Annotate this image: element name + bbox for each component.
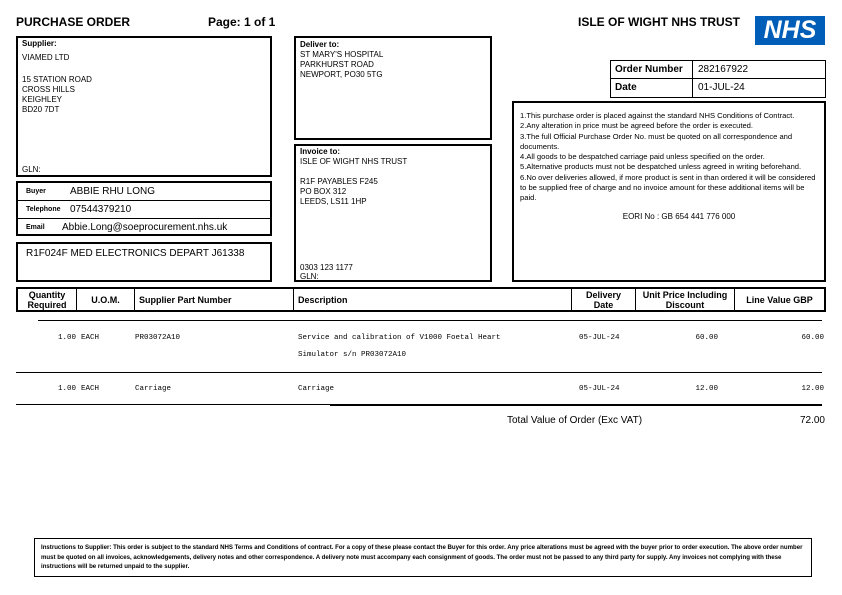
supplier-name: VIAMED LTD bbox=[22, 53, 70, 62]
table-header bbox=[16, 287, 826, 312]
row-part: Carriage bbox=[135, 385, 172, 393]
page-number: Page: 1 of 1 bbox=[208, 15, 276, 29]
supplier-label: Supplier: bbox=[22, 39, 57, 48]
order-info-table bbox=[610, 60, 826, 98]
supplier-box bbox=[16, 36, 272, 177]
col-description: Description bbox=[294, 289, 572, 310]
condition-item: 6.No over deliveries allowed, if more product is sent in than ordered it will be considered to be supplied free of charge and no invoice amount for these additional items will be paid. bbox=[520, 172, 816, 203]
deliver-address bbox=[300, 50, 383, 80]
order-date: 01-JUL-24 bbox=[698, 82, 745, 93]
col-unit-price: Unit Price Including Discount bbox=[636, 289, 735, 310]
row-price: 60.00 bbox=[695, 334, 718, 342]
col-quantity: Quantity Required bbox=[18, 289, 77, 310]
email-value: Abbie.Long@soeprocurement.nhs.uk bbox=[62, 222, 228, 233]
col-uom: U.O.M. bbox=[77, 289, 135, 310]
condition-item: 3.The full Official Purchase Order No. must be quoted on all correspondence and documents. bbox=[520, 131, 793, 151]
invoice-to-box bbox=[294, 144, 492, 282]
row-uom: EACH bbox=[81, 385, 100, 393]
address-line: PO BOX 312 bbox=[300, 187, 347, 196]
total-label: Total Value of Order (Exc VAT) bbox=[507, 415, 643, 426]
address-line: KEIGHLEY bbox=[22, 95, 63, 104]
row-date: 05-JUL-24 bbox=[579, 334, 620, 342]
row-qty: 1.00 bbox=[57, 385, 76, 393]
row-price: 12.00 bbox=[695, 385, 718, 393]
supplier-instructions-box bbox=[34, 538, 812, 577]
row-qty: 1.00 bbox=[57, 334, 76, 342]
row-desc: Carriage bbox=[298, 385, 335, 393]
invoice-phone: 0303 123 1177 bbox=[300, 263, 353, 272]
invoice-label: Invoice to: bbox=[300, 147, 341, 156]
document-title: PURCHASE ORDER bbox=[16, 15, 131, 29]
order-number-label: Order Number bbox=[611, 61, 693, 78]
address-line: NEWPORT, PO30 5TG bbox=[300, 70, 383, 79]
condition-item: 5.Alternative products must not be despatched unless agreed in writing beforehand. bbox=[520, 162, 802, 172]
col-delivery-date: Delivery Date bbox=[572, 289, 636, 310]
address-line: 15 STATION ROAD bbox=[22, 75, 92, 84]
total-value: 72.00 bbox=[799, 415, 825, 426]
row-part: PR03072A10 bbox=[135, 334, 181, 342]
condition-item: 1.This purchase order is placed against the standard NHS Conditions of Contract. bbox=[520, 111, 795, 120]
total-divider bbox=[330, 404, 822, 406]
address-line: LEEDS, LS11 1HP bbox=[300, 197, 367, 206]
row-value: 60.00 bbox=[801, 334, 824, 342]
deliver-to-box bbox=[294, 36, 492, 140]
row-value: 12.00 bbox=[801, 385, 824, 393]
invoice-gln: GLN: bbox=[300, 272, 319, 281]
row-desc: Service and calibration of V1000 Foetal Heart bbox=[298, 334, 501, 342]
condition-item: 2.Any alteration in price must be agreed before the order is executed. bbox=[520, 121, 754, 131]
invoice-address bbox=[300, 177, 378, 207]
condition-item: 4.All goods to be despatched carriage paid unless specified on the order. bbox=[520, 152, 765, 162]
nhs-logo: NHS bbox=[755, 16, 825, 45]
row-desc-cont: Simulator s/n PR03072A10 bbox=[298, 351, 407, 359]
table-row bbox=[0, 385, 842, 397]
address-line: PARKHURST ROAD bbox=[300, 60, 374, 69]
table-row bbox=[0, 334, 842, 364]
eori-number: EORI No : GB 654 441 776 000 bbox=[622, 211, 736, 221]
address-line: ST MARY'S HOSPITAL bbox=[300, 50, 384, 59]
address-line: CROSS HILLS bbox=[22, 85, 75, 94]
trust-name: ISLE OF WIGHT NHS TRUST bbox=[578, 15, 740, 29]
address-line: R1F PAYABLES F245 bbox=[300, 177, 378, 186]
conditions-box bbox=[512, 101, 826, 282]
deliver-label: Deliver to: bbox=[300, 40, 340, 49]
row-date: 05-JUL-24 bbox=[579, 385, 620, 393]
department-box bbox=[16, 242, 272, 282]
row-uom: EACH bbox=[81, 334, 100, 342]
address-line: BD20 7DT bbox=[22, 105, 60, 114]
invoice-name: ISLE OF WIGHT NHS TRUST bbox=[300, 157, 408, 166]
supplier-instructions: Instructions to Supplier: This order is subject to the standard NHS Terms and Conditions of contract. For a copy of these please contact the Buyer for this order. Any price alterations must be agreed with the buyer prior to order execution. The above order number must be quoted on all invoices, acknowledgements, delivery notes and other correspondence. A delivery note must accompany each consignment of goods. The order must not be passed to any third party for supply. Any invoices not complying with these instructions will be returned unpaid to the supplier. bbox=[41, 544, 803, 570]
divider bbox=[38, 320, 822, 321]
buyer-label: Buyer bbox=[26, 188, 46, 195]
divider bbox=[16, 372, 822, 373]
buyer-box bbox=[16, 181, 272, 236]
col-part-number: Supplier Part Number bbox=[135, 289, 294, 310]
email-label: Email bbox=[26, 224, 45, 231]
buyer-name: ABBIE RHU LONG bbox=[70, 186, 156, 197]
supplier-gln: GLN: bbox=[22, 165, 41, 174]
order-date-label: Date bbox=[611, 79, 693, 97]
telephone-value: 07544379210 bbox=[70, 204, 132, 215]
col-line-value: Line Value GBP bbox=[746, 294, 813, 305]
department-text: R1F024F MED ELECTRONICS DEPART J61338 bbox=[26, 248, 245, 259]
supplier-address bbox=[22, 75, 92, 115]
order-number: 282167922 bbox=[698, 64, 749, 75]
telephone-label: Telephone bbox=[26, 206, 61, 213]
